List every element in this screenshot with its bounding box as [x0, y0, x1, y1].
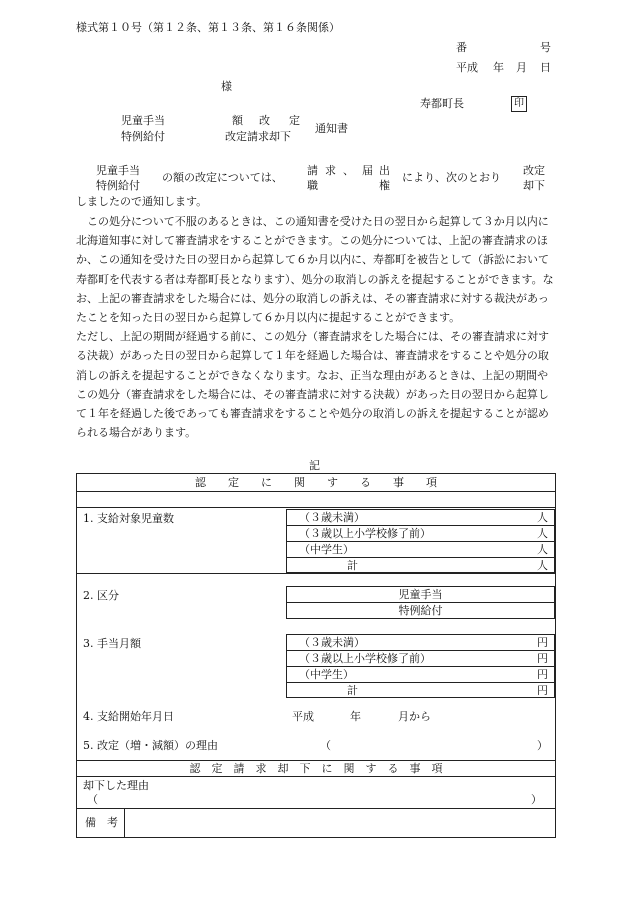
item2-row	[287, 587, 554, 603]
item1-row-unit: 人	[537, 543, 548, 556]
body-req-b: 求	[325, 164, 336, 177]
date-month: 月	[516, 61, 527, 74]
item5-label: 5. 改定（増・減額）の理由	[83, 739, 218, 752]
proviso-paragraph: ただし、上記の期間が経過する前に、この処分（審査請求をした場合には、その審査請求に対する決裁）があった日の翌日から起算して１年を経過した場合は、審査請求をすることや処分の取消しの訴えを提起することができなくなります。なお、正当な理由があるときは、上記の期間やこの処分（審査請求をした場合には、その審査請求に対する決裁）があった日の翌日から起算して１年を経過した後であっても審査請求をすることや処分の取消しの訴えを提起することが認められる場合があります。	[76, 330, 549, 440]
item3-row	[287, 683, 554, 699]
title-amount: 額	[232, 114, 243, 127]
item3-row-label: 計	[347, 684, 358, 697]
date-era: 平成	[456, 61, 478, 74]
item1-row-label: （３歳未満）	[299, 511, 365, 524]
item2-box	[286, 586, 555, 619]
body-allowance-2: 特例給付	[96, 179, 140, 192]
body-result-1: 改定	[523, 164, 545, 177]
ki-mark: 記	[309, 459, 320, 472]
item3-label: 3. 手当月額	[83, 637, 141, 650]
body-by-text: により、次のとおり	[402, 171, 501, 184]
body-result-2: 却下	[523, 179, 545, 192]
title-reject: 改定請求却下	[225, 130, 291, 143]
date-year: 年	[493, 61, 504, 74]
form-id: 様式第１０号（第１２条、第１３条、第１６条関係）	[76, 21, 340, 34]
item4-label: 4. 支給開始年月日	[83, 710, 174, 723]
body-req-line2: 職	[307, 179, 318, 192]
item2-row	[287, 603, 554, 619]
item4-year: 年	[350, 710, 361, 723]
remarks-label: 備 考	[85, 816, 118, 829]
item1-row-label: （中学生）	[299, 543, 354, 556]
item3-row-label: （３歳以上小学校修了前）	[299, 652, 431, 665]
body-allowance-1: 児童手当	[96, 164, 140, 177]
item2-row-label: 児童手当	[398, 588, 443, 601]
item1-row-unit: 人	[537, 511, 548, 524]
item1-label: 1. 支給対象児童数	[83, 512, 174, 525]
body-req-c: 、	[343, 164, 354, 177]
body-ex-line2: 権	[379, 179, 390, 192]
item4-month-from: 月から	[398, 710, 431, 723]
title-notice: 通知書	[315, 122, 348, 135]
item1-row-unit: 人	[537, 527, 548, 540]
body-ex-a: 届	[362, 164, 373, 177]
item3-row-unit: 円	[537, 684, 548, 697]
addressee-suffix: 様	[221, 80, 232, 93]
item1-row	[287, 542, 554, 558]
item3-box	[286, 634, 555, 698]
item3-row	[287, 667, 554, 683]
title-allowance-1: 児童手当	[121, 114, 165, 127]
number-suffix: 号	[540, 41, 551, 54]
item4-era: 平成	[292, 710, 314, 723]
body-ex-b: 出	[379, 164, 390, 177]
item1-row-label: （３歳以上小学校修了前）	[299, 527, 431, 540]
title-tei: 定	[289, 114, 300, 127]
item3-row-label: （中学生）	[299, 668, 354, 681]
section2-header: 認 定 請 求 却 下 に 関 す る 事 項	[189, 762, 443, 775]
item1-row	[287, 510, 554, 526]
item2-row-label: 特例給付	[398, 604, 443, 617]
item3-row	[287, 651, 554, 667]
item1-row-label: 計	[347, 559, 358, 572]
body-end-line: しましたので通知します。	[76, 195, 208, 208]
item3-row-label: （３歳未満）	[299, 636, 365, 649]
body-req-a: 請	[307, 164, 318, 177]
title-kai: 改	[259, 114, 270, 127]
details-table	[76, 473, 556, 838]
title-allowance-2: 特例給付	[121, 130, 165, 143]
item5-close-paren: ）	[537, 739, 548, 752]
reject-reason-close-paren: ）	[531, 793, 542, 806]
item3-row-unit: 円	[537, 668, 548, 681]
item3-row	[287, 635, 554, 651]
reject-reason-label: 却下した理由	[83, 779, 149, 792]
item3-row-unit: 円	[537, 652, 548, 665]
body-amount-text: の額の改定については、	[162, 171, 283, 184]
section1-header: 認 定 に 関 す る 事 項	[195, 476, 437, 489]
reject-reason-open-paren: （	[87, 793, 98, 806]
seal-mark: 印	[511, 96, 527, 112]
number-label: 番	[456, 41, 467, 54]
item1-box	[286, 509, 555, 573]
issuer-name: 寿都町長	[420, 97, 464, 110]
item2-label: 2. 区分	[83, 589, 119, 602]
appeal-paragraph: この処分について不服のあるときは、この通知書を受けた日の翌日から起算して３か月以内に北海道知事に対して審査請求をすることができます。この処分については、上記の審査請求のほか、この通知を受けた日の翌日から起算して６か月以内に、寿都町を被告として（訴訟において寿都町を代表する者は寿都町長となります）、処分の取消しの訴えを提起することができます。なお、上記の審査請求をした場合には、処分の取消しの訴えは、その審査請求に対する裁決があったことを知った日の翌日から起算して６か月以内に提起することができます。	[76, 215, 554, 325]
item1-row	[287, 526, 554, 542]
date-day: 日	[540, 61, 551, 74]
item5-open-paren: （	[320, 739, 331, 752]
item1-row-unit: 人	[537, 559, 548, 572]
item1-row	[287, 558, 554, 574]
item3-row-unit: 円	[537, 636, 548, 649]
